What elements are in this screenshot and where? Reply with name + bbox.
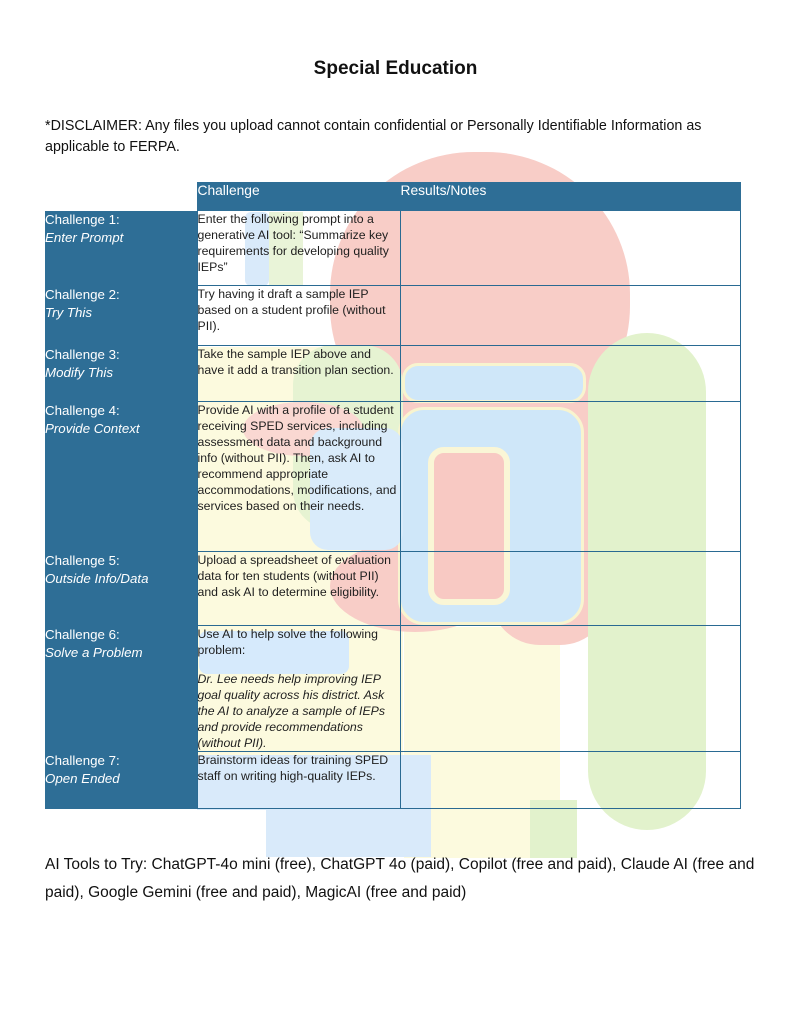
results-cell-1 — [400, 211, 740, 286]
results-cell-2 — [400, 286, 740, 346]
challenge-cell-7: Brainstorm ideas for training SPED staff on writing high-quality IEPs. — [197, 752, 400, 809]
row-label-subtitle: Open Ended — [45, 770, 120, 786]
challenges-table — [45, 182, 741, 809]
row-label-challenge-2 — [45, 286, 197, 346]
row-label-subtitle: Provide Context — [45, 420, 140, 436]
column-header-challenge: Challenge — [197, 183, 400, 211]
row-label-challenge-6 — [45, 626, 197, 752]
challenge-cell-5: Upload a spreadsheet of evaluation data for ten students (without PII) and ask AI to determine eligibility. — [197, 552, 400, 626]
row-label-challenge-7 — [45, 752, 197, 809]
challenge-cell-2: Try having it draft a sample IEP based on a student profile (without PII). — [197, 286, 400, 346]
challenge-cell-4: Provide AI with a profile of a student receiving SPED services, including assessment data and background info (without PII). Then, ask AI to recommend appropriate accommodations, modifications, and services based on their needs. — [197, 402, 400, 552]
results-cell-5 — [400, 552, 740, 626]
row-label-subtitle: Outside Info/Data — [45, 570, 149, 586]
row-label-number: Challenge 4: — [45, 402, 120, 418]
row-label-challenge-5 — [45, 552, 197, 626]
row-label-number: Challenge 1: — [45, 211, 120, 227]
challenge-cell-6 — [197, 626, 400, 752]
row-label-number: Challenge 7: — [45, 752, 120, 768]
row-label-subtitle: Solve a Problem — [45, 644, 143, 660]
watermark-blue-band — [266, 810, 431, 857]
row-label-number: Challenge 3: — [45, 346, 120, 362]
row-label-number: Challenge 6: — [45, 626, 120, 642]
page-title: Special Education — [313, 58, 478, 79]
row-label-number: Challenge 2: — [45, 286, 120, 302]
results-cell-3 — [400, 346, 740, 402]
ai-tools-text: AI Tools to Try: ChatGPT-4o mini (free), ChatGPT 4o (paid), Copilot (free and paid), Claude AI (free and paid), Google Gemini (free and paid), MagicAI (free and paid) — [45, 856, 755, 901]
results-cell-4 — [400, 402, 740, 552]
challenge-cell-1: Enter the following prompt into a generative AI tool: “Summarize key requirements for developing quality IEPs” — [197, 211, 400, 286]
challenge-6-intro: Use AI to help solve the following problem: — [197, 627, 378, 657]
row-label-number: Challenge 5: — [45, 552, 120, 568]
disclaimer-text: *DISCLAIMER: Any files you upload cannot contain confidential or Personally Identifiable Information as applicable to FERPA. — [45, 118, 702, 155]
row-label-subtitle: Enter Prompt — [45, 229, 124, 245]
row-label-challenge-4 — [45, 402, 197, 552]
challenge-6-scenario: Dr. Lee needs help improving IEP goal quality across his district. Ask the AI to analyze a sample of IEPs and provide recommendations (without PII). — [197, 672, 386, 750]
row-label-challenge-1 — [45, 211, 197, 286]
table-corner-cell — [45, 183, 197, 211]
results-cell-6 — [400, 626, 740, 752]
column-header-results: Results/Notes — [400, 183, 740, 211]
challenge-cell-3: Take the sample IEP above and have it add a transition plan section. — [197, 346, 400, 402]
results-cell-7 — [400, 752, 740, 809]
row-label-challenge-3 — [45, 346, 197, 402]
row-label-subtitle: Try This — [45, 304, 93, 320]
row-label-subtitle: Modify This — [45, 364, 113, 380]
